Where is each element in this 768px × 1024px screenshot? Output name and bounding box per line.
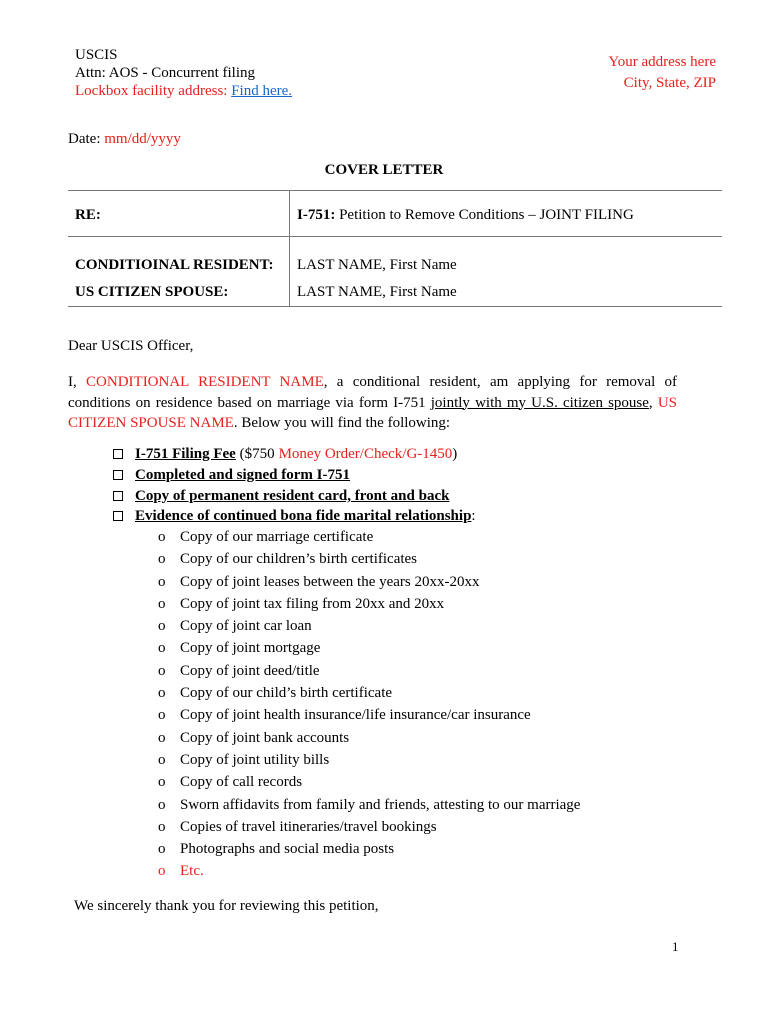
bullet-circle-icon: o: [158, 573, 166, 590]
fee-method: Money Order/Check/G-1450: [278, 446, 453, 462]
intro-middle: , a conditional resident, am applying for removal of conditions on residence based on marriage via form I-751: [68, 374, 678, 411]
bullet-circle-icon: o: [158, 595, 166, 612]
list-item: o Copy of our children’s birth certificates: [158, 548, 580, 570]
re-table: [68, 190, 722, 307]
bullet-circle-icon: o: [158, 618, 166, 635]
list-item: o Copy of joint bank accounts: [158, 727, 580, 749]
bullet-circle-icon: o: [158, 529, 166, 545]
list-item: o Copy of joint health insurance/life insurance/car insurance: [158, 704, 580, 726]
sender-line-1: Your address here: [608, 54, 716, 70]
document-title: COVER LETTER: [324, 162, 444, 178]
salutation: Dear USCIS Officer,: [68, 338, 194, 354]
form-number: I-751:: [297, 207, 336, 223]
resident-value: LAST NAME, First Name: [297, 257, 457, 273]
card-item: Copy of permanent resident card, front and back: [135, 487, 450, 504]
checkbox-icon: [113, 449, 123, 459]
list-item: o Copy of our marriage certificate: [158, 526, 580, 548]
intro-prefix: I,: [68, 374, 77, 390]
list-item: o Copy of call records: [158, 771, 580, 793]
intro-paragraph: [68, 372, 677, 434]
intro-suffix: . Below you will find the following:: [233, 415, 451, 431]
resident-label: CONDITIOINAL RESIDENT:: [75, 257, 274, 273]
bullet-circle-icon: o: [158, 774, 166, 791]
list-item: o Copy of joint leases between the years 20xx-20xx: [158, 571, 580, 593]
list-item: o Copy of joint tax filing from 20xx and 20xx: [158, 593, 580, 615]
evidence-list: [158, 526, 580, 883]
spouse-label: US CITIZEN SPOUSE:: [75, 284, 229, 300]
lockbox-link[interactable]: Find here.: [231, 83, 293, 99]
sender-address: [608, 52, 716, 94]
date-label: Date:: [68, 131, 101, 147]
bullet-circle-icon: o: [158, 796, 166, 813]
re-label: RE:: [75, 207, 101, 223]
lockbox-label: Lockbox facility address:: [75, 83, 228, 99]
bullet-circle-icon: o: [158, 841, 166, 858]
document-checklist: [113, 444, 476, 527]
fee-amount: ($750: [239, 446, 275, 462]
fee-title: I-751 Filing Fee: [135, 446, 236, 462]
checklist-item-evidence: [113, 506, 476, 527]
bullet-circle-icon: o: [158, 707, 166, 724]
evidence-colon: :: [471, 508, 476, 525]
checklist-item-fee: [113, 444, 476, 465]
recipient-address: [75, 46, 292, 100]
date-line: [68, 131, 181, 148]
parties-value-cell: [290, 237, 723, 307]
checkbox-icon: [113, 491, 123, 501]
fee-close: ): [452, 446, 458, 462]
re-label-cell: [68, 191, 290, 237]
parties-row: [68, 237, 722, 307]
lockbox-line: [75, 82, 292, 100]
list-item: o Copies of travel itineraries/travel bookings: [158, 816, 580, 838]
resident-name-placeholder: CONDITIONAL RESIDENT NAME: [86, 374, 324, 390]
checklist-item-form: [113, 465, 476, 486]
list-item-etc: o Etc.: [158, 860, 580, 882]
list-item: o Copy of our child’s birth certificate: [158, 682, 580, 704]
list-item: o Copy of joint deed/title: [158, 660, 580, 682]
re-row: [68, 191, 722, 237]
form-item: Completed and signed form I-751: [135, 466, 351, 483]
bullet-circle-icon: o: [158, 751, 166, 768]
bullet-circle-icon: o: [158, 662, 166, 679]
intro-comma: ,: [648, 394, 653, 411]
evidence-item: Evidence of continued bona fide marital relationship: [135, 508, 472, 525]
list-item: o Copy of joint utility bills: [158, 749, 580, 771]
re-value-cell: [290, 191, 723, 237]
bullet-circle-icon: o: [158, 551, 166, 568]
bullet-circle-icon: o: [158, 685, 166, 702]
bullet-circle-icon: o: [158, 818, 166, 835]
bullet-circle-icon: o: [158, 729, 166, 746]
checklist-item-card: [113, 486, 476, 507]
form-description: Petition to Remove Conditions – JOINT FILING: [339, 207, 634, 223]
list-item: o Copy of joint mortgage: [158, 637, 580, 659]
bullet-circle-icon: o: [158, 863, 166, 880]
spouse-value: LAST NAME, First Name: [297, 284, 457, 300]
date-value: mm/dd/yyyy: [104, 131, 181, 147]
joint-filing-phrase: jointly with my U.S. citizen spouse: [430, 394, 649, 411]
page-number: 1: [672, 939, 679, 954]
recipient-line-1: USCIS: [75, 47, 118, 63]
sender-line-2: City, State, ZIP: [623, 75, 716, 91]
spouse-name-placeholder: US CITIZEN SPOUSE NAME: [68, 394, 677, 431]
recipient-line-2: Attn: AOS - Concurrent filing: [75, 65, 255, 81]
list-item: o Sworn affidavits from family and friends, attesting to our marriage: [158, 794, 580, 816]
list-item: o Copy of joint car loan: [158, 615, 580, 637]
checkbox-icon: [113, 470, 123, 480]
list-item: o Photographs and social media posts: [158, 838, 580, 860]
closing-line: We sincerely thank you for reviewing this petition,: [74, 898, 379, 914]
bullet-circle-icon: o: [158, 640, 166, 657]
checkbox-icon: [113, 511, 123, 521]
parties-label-cell: [68, 237, 290, 307]
